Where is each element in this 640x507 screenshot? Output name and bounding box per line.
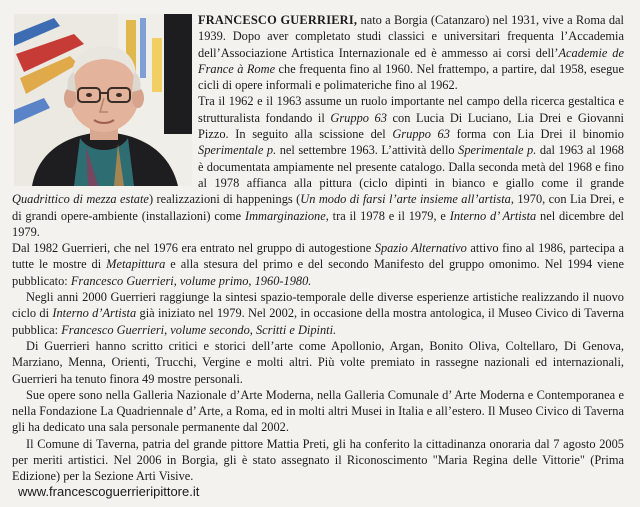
bio-text: con Lucia Di Luciano, Lia Drei e Giovanni Pizzo. In seguito alla scissione del	[198, 110, 625, 142]
bio-text: ) realizzazioni di happenings (	[148, 192, 301, 207]
bio-text: Tra il 1962 e il 1963 assume un ruolo importante nel campo della ricerca gestaltica e strutturalista fondando il	[198, 94, 624, 125]
bio-italic: Interno d’Artista	[52, 306, 137, 321]
bio-text: nato a Borgia (Catanzaro) nel 1931, vive a Roma dal 1939. Dopo aver completato studi classici e universitari frequenta l’Accademia dell’Associazione Artistica Internazionale ed è ammesso ai corsi dell’	[198, 13, 624, 60]
bio-italic: Spazio Alternativo	[374, 241, 467, 256]
bio-paragraph-6: Sue opere sono nella Galleria Nazionale d’Arte Moderna, nella Galleria Comunale d’ Arte Moderna e Contemporanea e nella Fondazione La Quadriennale d’ Arte, a Roma, ed in molti altri Musei in Italia e all’estero. Il Museo Civico di Taverna gli ha dedicato una sala personale permanente dal 2002.	[12, 387, 624, 435]
bio-italic: Sperimentale p.	[458, 143, 537, 158]
bio-text: Dal 1982 Guerrieri, che nel 1976 era entrato nel gruppo di autogestione	[12, 241, 375, 256]
bio-text: dal 1963 al 1968 è documentata ampiamente nel presente catalogo. Dalla seconda metà del 1968 e fino al 1978 affianca alla pittura (ciclo dipinti in bianco e giallo come il grande	[198, 143, 624, 190]
bio-italic: Metapittura	[106, 257, 166, 272]
bio-paragraph-7: Il Comune di Taverna, patria del grande pittore Mattia Preti, gli ha conferito la cittadinanza onoraria dal 7 agosto 2005 per meriti artistici. Nel 2006 in Borgia, gli è stato assegnato il Riconoscimento "Maria Regina delle Vittorie" (Prima Edizione) per la Sezione Arti Visive.	[12, 436, 624, 484]
photo-spacer	[12, 12, 198, 188]
bio-italic: Sperimentale p.	[198, 143, 277, 158]
bio-text: e alla stesura del primo e del secondo Manifesto del gruppo omonimo. Nel 1994 viene pubblicato:	[12, 257, 624, 288]
biography-text	[12, 12, 624, 485]
bio-italic: Quadrittico di mezza estate	[12, 192, 149, 207]
bio-text: che frequenta fino al 1960. Nel frattempo, a partire, dal 1958, esegue cicli di opere informali e polimateriche fino al 1962.	[198, 61, 624, 93]
bio-paragraph-4	[12, 289, 624, 338]
bio-italic: Academie de France à Rome	[198, 45, 624, 76]
bio-italic: Interno d’ Artista	[449, 208, 537, 223]
bio-text: nel settembre 1963. L’attività dello	[276, 143, 459, 158]
bio-text: forma con Lia Drei il binomio	[449, 127, 624, 142]
bio-italic: Francesco Guerrieri, volume secondo, Scritti e Dipinti.	[61, 322, 337, 337]
bio-text: nel dicembre del 1979.	[12, 208, 624, 239]
bio-italic: Un modo di farsi l’arte insieme all’artista	[300, 192, 511, 207]
bio-text: attivo fino al 1986, partecipa a tutte le mostre di	[12, 241, 624, 272]
website-url: www.francescoguerrieripittore.it	[18, 484, 200, 499]
bio-italic: Gruppo 63	[392, 127, 450, 142]
bio-italic: Gruppo 63	[330, 110, 387, 125]
artist-name: FRANCESCO GUERRIERI,	[198, 13, 358, 27]
bio-italic: Immarginazione	[244, 208, 326, 223]
bio-paragraph-3	[12, 240, 624, 289]
bio-paragraph-5: Di Guerrieri hanno scritto critici e storici dell’arte come Apollonio, Argan, Bonito Oliva, Coltellaro, Di Genova, Marziano, Menna, Orienti, Trucchi, Vergine e molti altri. Più volte premiato in rassegne nazionali ed internazionali, Guerrieri ha tenuto finora 49 mostre personali.	[12, 338, 624, 386]
bio-text: già iniziato nel 1979. Nel 2002, in occasione della mostra antologica, il Museo Civico di Taverna pubblica:	[12, 306, 624, 337]
bio-text: , tra il 1978 e il 1979, e	[325, 208, 450, 223]
bio-italic: Francesco Guerrieri, volume primo, 1960-1980.	[70, 273, 312, 288]
bio-text: Negli anni 2000 Guerrieri raggiunge la sintesi spazio-temporale delle diverse esperienze artistiche realizzando il nuovo ciclo di	[12, 290, 624, 321]
bio-text: , 1970, con Lia Drei, e di grandi opere-ambiente (installazioni) come	[12, 192, 624, 223]
